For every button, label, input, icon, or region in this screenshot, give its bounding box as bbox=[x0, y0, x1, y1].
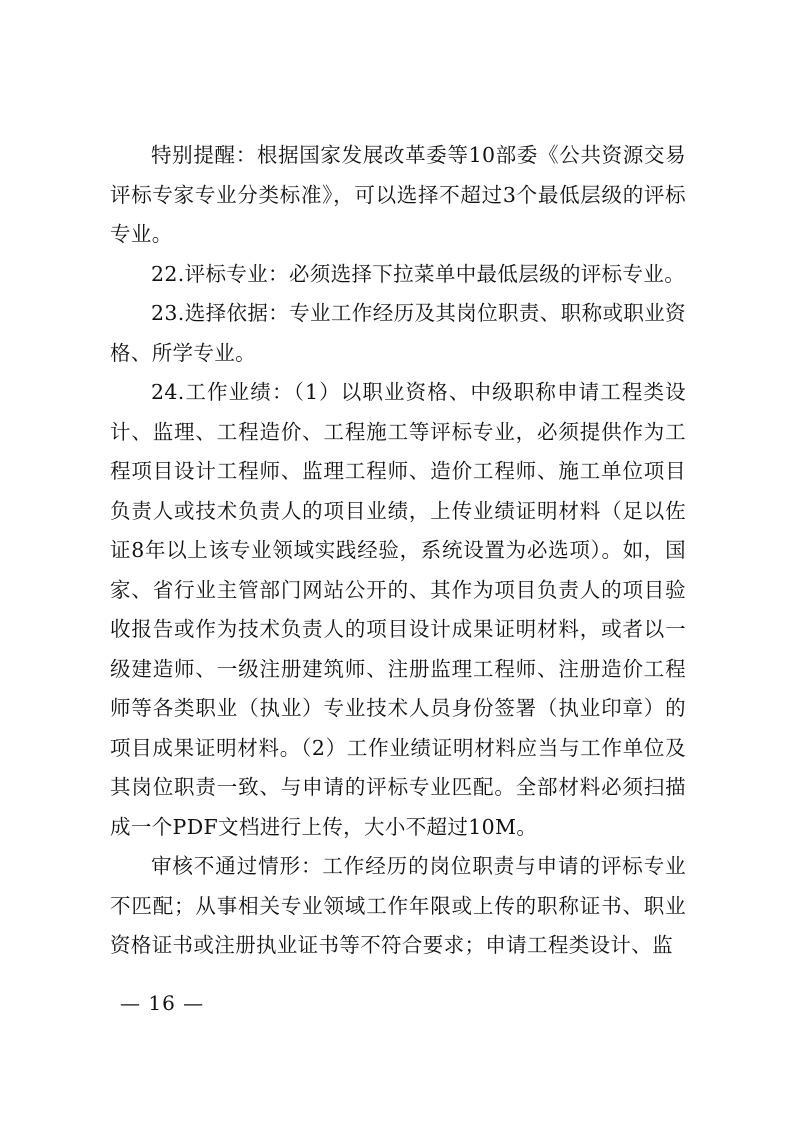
page-number: — 16 — bbox=[120, 991, 205, 1015]
paragraph-item-22: 22.评标专业：必须选择下拉菜单中最低层级的评标专业。 bbox=[151, 261, 686, 286]
paragraph-review-failure: 审核不通过情形：工作经历的岗位职责与申请的评标专业不匹配；从事相关专业领域工作年限或上传的职称证书、职业资格证书或注册执业证书等不符合要求；申请工程类设计、监 bbox=[110, 854, 686, 957]
paragraph-item-23: 23.选择依据：专业工作经历及其岗位职责、职称或职业资格、所学专业。 bbox=[110, 301, 686, 365]
paragraph-special-reminder: 特别提醒：根据国家发展改革委等10部委《公共资源交易评标专家专业分类标准》，可以选择不超过3个最低层级的评标专业。 bbox=[110, 143, 686, 246]
paragraph-item-24: 24.工作业绩：（1）以职业资格、中级职称申请工程类设计、监理、工程造价、工程施工等评标专业，必须提供作为工程项目设计工程师、监理工程师、造价工程师、施工单位项目负责人或技术负责人的项目业绩，上传业绩证明材料（足以佐证8年以上该专业领域实践经验，系统设置为必选项）。如，国家、省行业主管部门网站公开的、其作为项目负责人的项目验收报告或作为技术负责人的项目设计成果证明材料，或者以一级建造师、一级注册建筑师、注册监理工程师、注册造价工程师等各类职业（执业）专业技术人员身份签署（执业印章）的项目成果证明材料。（2）工作业绩证明材料应当与工作单位及其岗位职责一致、与申请的评标专业匹配。全部材料必须扫描成一个PDF文档进行上传，大小不超过10M。 bbox=[110, 380, 686, 839]
body-text bbox=[110, 136, 686, 966]
